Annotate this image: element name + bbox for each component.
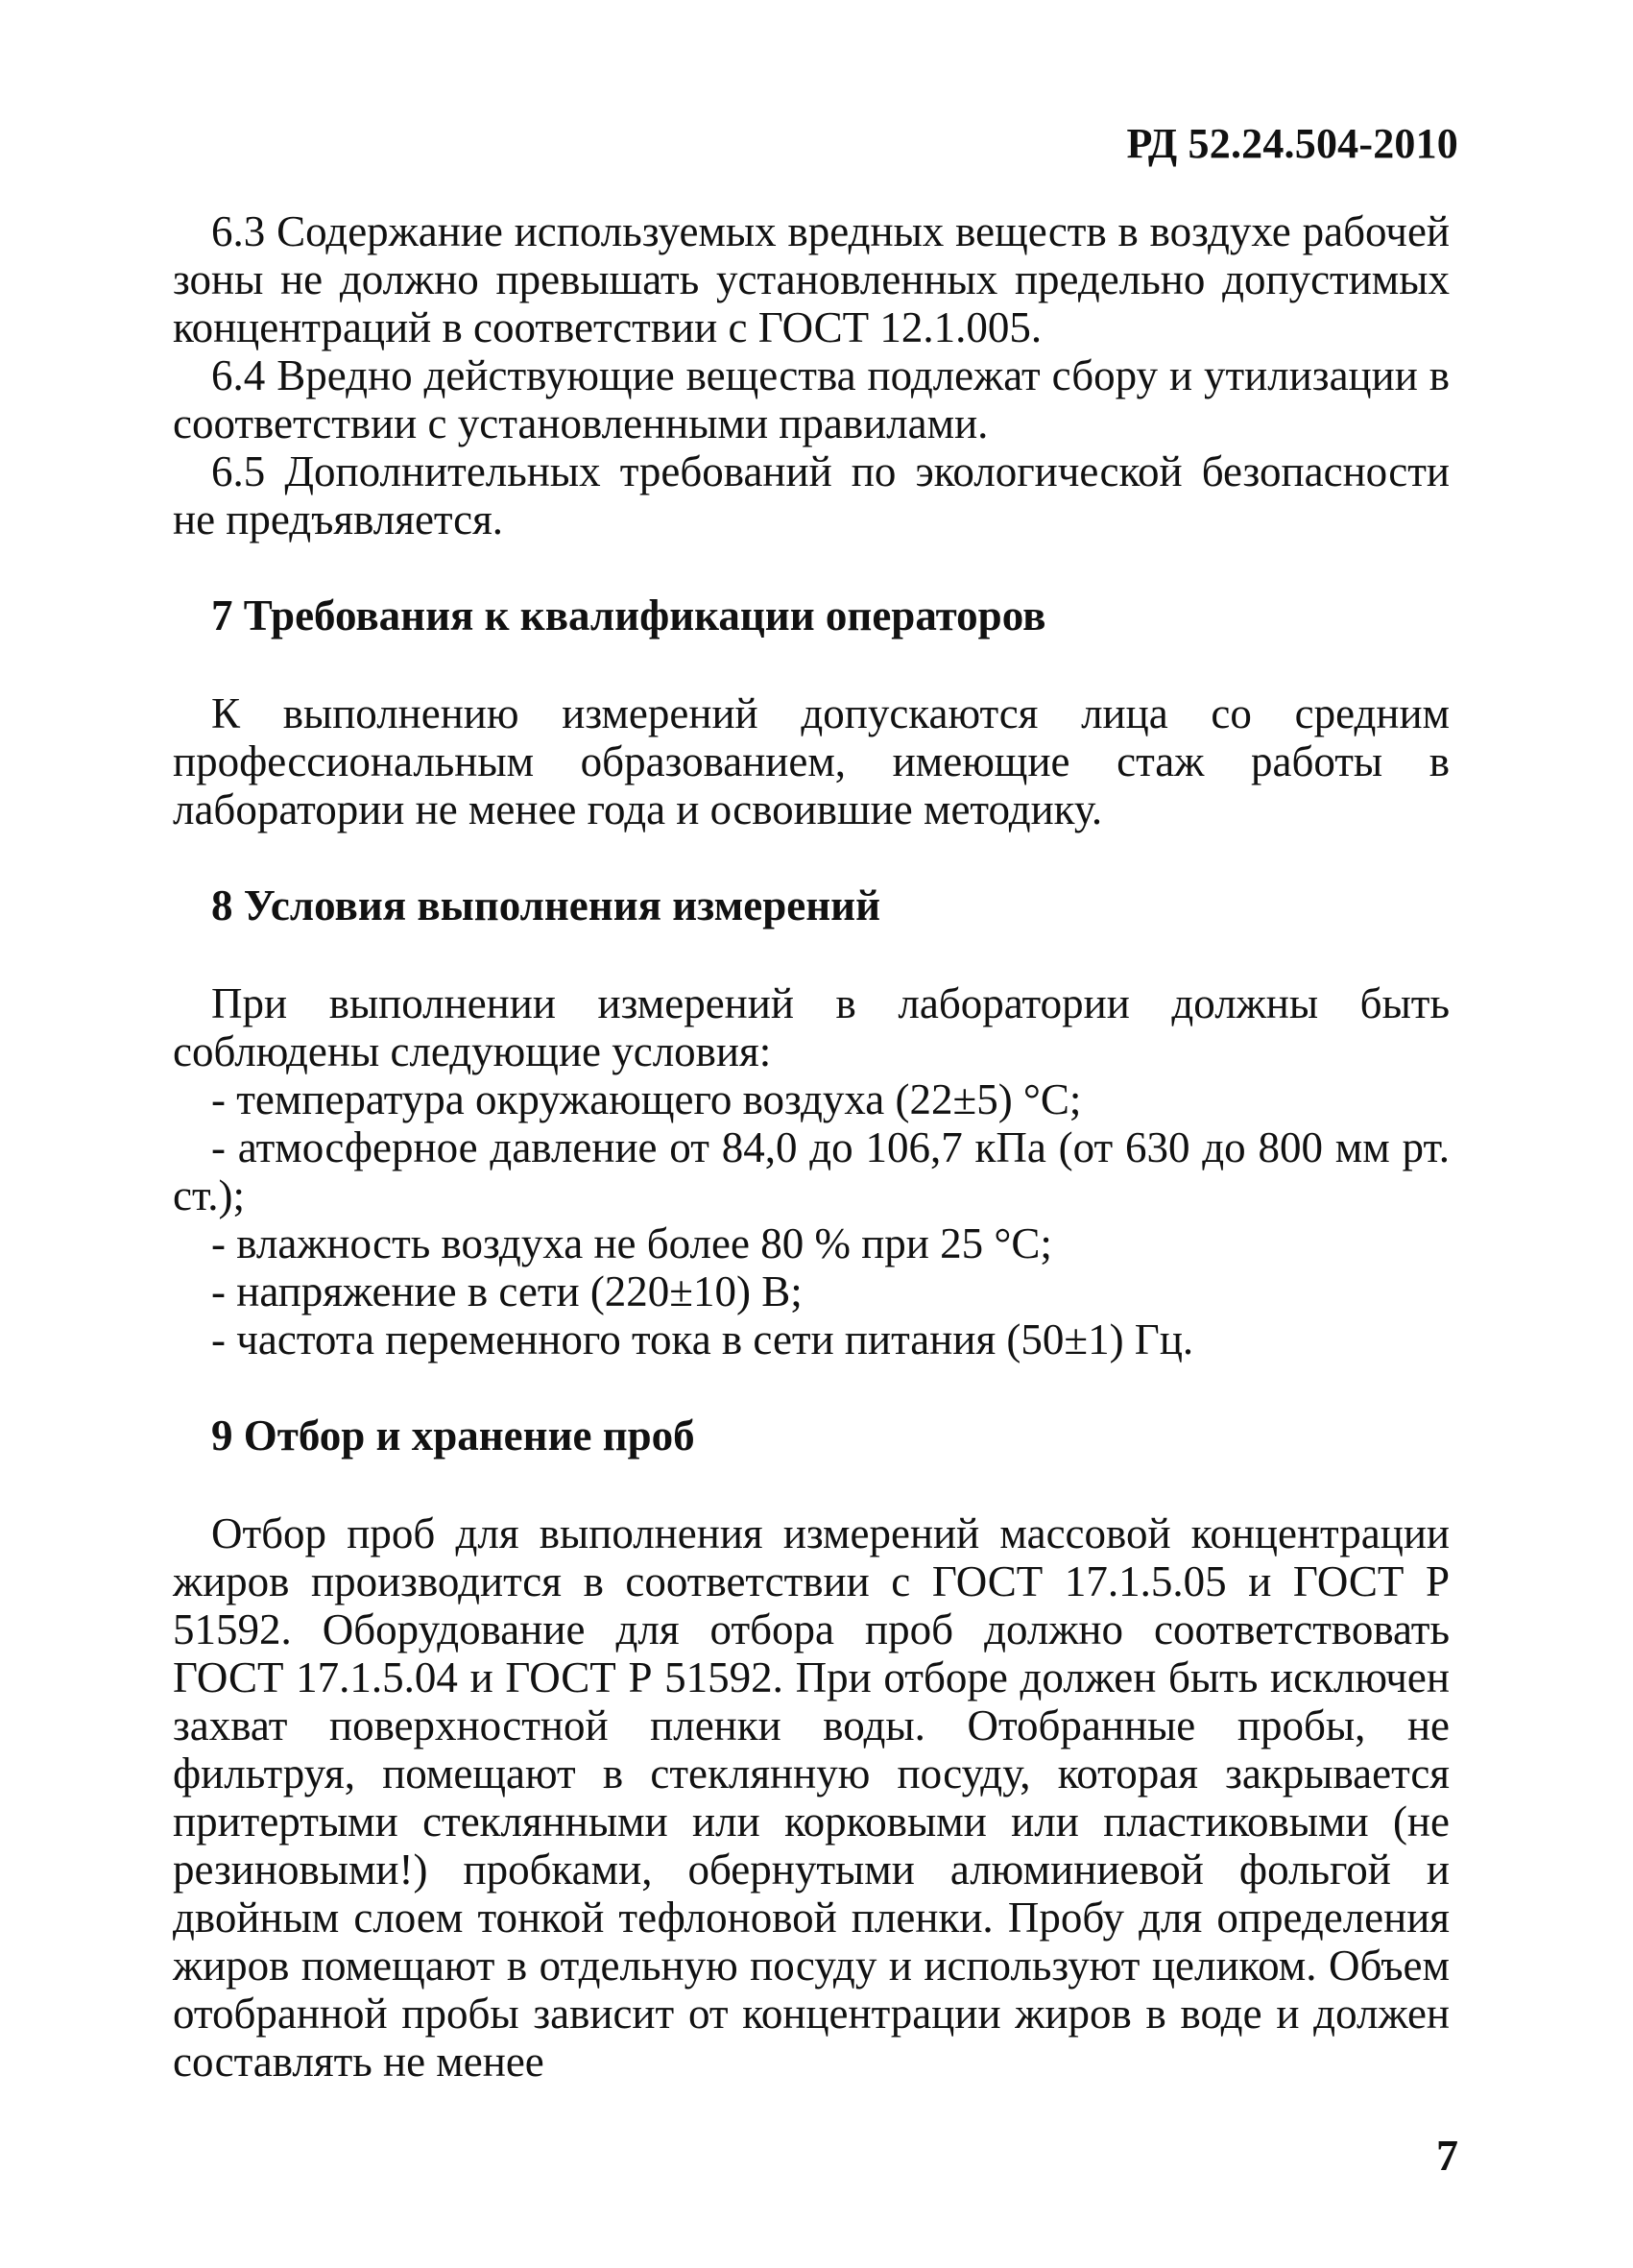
page-content — [173, 207, 1450, 2086]
condition-item: - напряжение в сети (220±10) В; — [211, 1267, 803, 1315]
paragraph-6-3: 6.3 Содержание используемых вредных веществ в воздухе рабочей зоны не должно превышать установленных предельно допустимых концентраций в соответствии с ГОСТ 12.1.005. — [173, 207, 1450, 351]
spacer — [173, 1460, 1450, 1509]
section-9-heading: 9 Отбор и хранение проб — [211, 1411, 695, 1460]
spacer — [173, 639, 1450, 689]
spacer — [173, 929, 1450, 979]
condition-item: - температура окружающего воздуха (22±5) °С; — [211, 1075, 1082, 1123]
paragraph-6-4: 6.4 Вредно действующие вещества подлежат сбору и утилизации в соответствии с установленными правилами. — [173, 351, 1450, 447]
section-9-text: Отбор проб для выполнения измерений массовой концентрации жиров производится в соответствии с ГОСТ 17.1.5.05 и ГОСТ Р 51592. Оборудование для отбора проб должно соответствовать ГОСТ 17.1.5.04 и ГОСТ Р 51592. При отборе должен быть исключен захват поверхностной пленки воды. Отобранные пробы, не фильтруя, помещают в стеклянную посуду, которая закрывается притертыми стеклянными или корковыми или пластиковыми (не резиновыми!) пробками, обернутыми алюминиевой фольгой и двойным слоем тонкой тефлоновой пленки. Пробу для определения жиров помещают в отдельную посуду и используют целиком. Объем отобранной пробы зависит от концентрации жиров в воде и должен составлять не менее — [173, 1509, 1450, 2086]
condition-item: - атмосферное давление от 84,0 до 106,7 кПа (от 630 до 800 мм рт. ст.); — [173, 1123, 1450, 1219]
condition-item: - частота переменного тока в сети питания (50±1) Гц. — [211, 1315, 1194, 1363]
paragraph-6-5: 6.5 Дополнительных требований по экологической безопасности не предъявляется. — [173, 447, 1450, 543]
page-number: 7 — [1436, 2131, 1458, 2180]
document-code: РД 52.24.504-2010 — [1126, 120, 1458, 167]
section-8-intro: При выполнении измерений в лаборатории должны быть соблюдены следующие условия: — [173, 979, 1450, 1075]
section-8-heading: 8 Условия выполнения измерений — [211, 881, 880, 929]
spacer — [173, 543, 1450, 591]
section-7-text: К выполнению измерений допускаются лица со средним профессиональным образованием, имеющие стаж работы в лаборатории не менее года и освоившие методику. — [173, 689, 1450, 833]
spacer — [173, 833, 1450, 881]
section-7-heading: 7 Требования к квалификации операторов — [211, 591, 1046, 639]
condition-item: - влажность воздуха не более 80 % при 25 °С; — [211, 1219, 1052, 1267]
spacer — [173, 1363, 1450, 1411]
